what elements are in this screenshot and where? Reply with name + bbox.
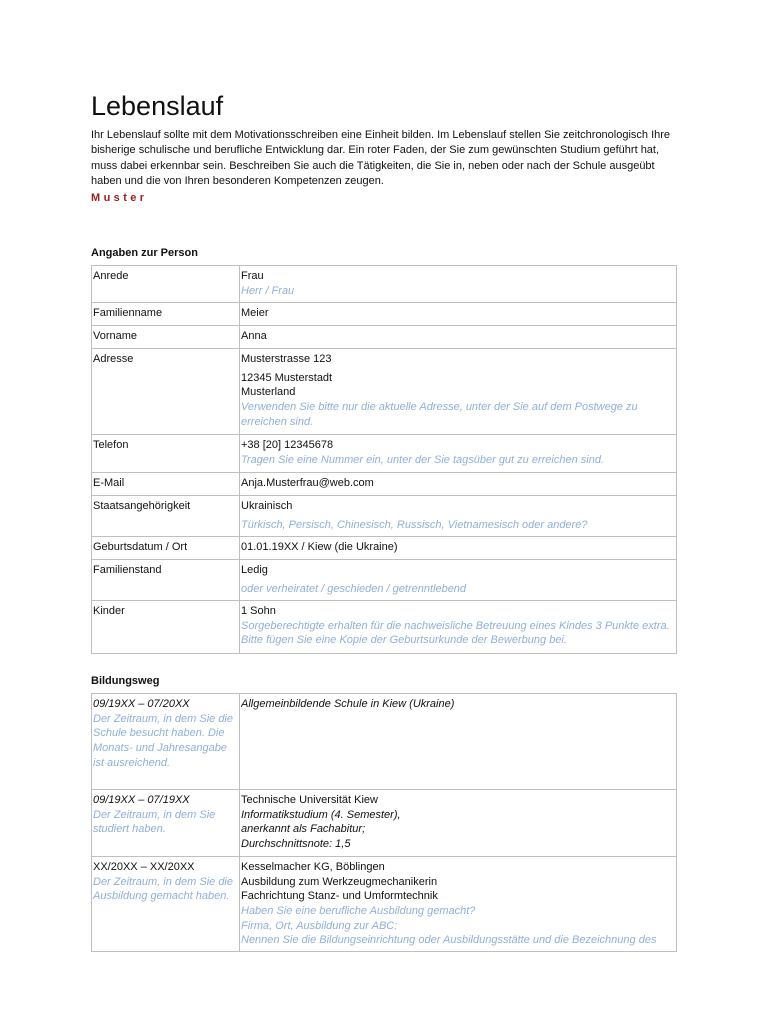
- detail-r3-hint2: Firma, Ort, Ausbildung zur ABC:: [241, 919, 398, 932]
- table-row: [92, 496, 677, 537]
- hint-staat: Türkisch, Persisch, Chinesisch, Russisch, Vietnamesisch oder andere?: [241, 518, 588, 531]
- label-kinder: Kinder: [92, 601, 240, 654]
- value-familienstand: Ledig: [241, 564, 268, 577]
- label-familienname: Familienname: [92, 303, 240, 326]
- value-cell: [240, 496, 677, 537]
- detail-r3-line2: Ausbildung zum Werkzeugmechanikerin: [241, 875, 438, 888]
- detail-r2-line3: anerkannt als Fachabitur;: [241, 823, 366, 836]
- value-cell: [240, 435, 677, 473]
- label-geburt: Geburtsdatum / Ort: [92, 537, 240, 560]
- table-row: [92, 537, 677, 560]
- muster-label: Muster: [91, 192, 148, 205]
- value-adresse-street: Musterstrasse 123: [241, 353, 332, 366]
- cv-document: [91, 88, 677, 952]
- period-hint-r3: Der Zeitraum, in dem Sie die Ausbildung gemacht haben.: [93, 875, 233, 903]
- period-cell: [92, 857, 240, 952]
- detail-r3-hint3: Nennen Sie die Bildungseinrichtung oder Ausbildungsstätte und die Bezeichnung des: [241, 934, 657, 947]
- detail-r3-line1: Kesselmacher KG, Böblingen: [241, 861, 385, 874]
- education-table: [91, 693, 677, 952]
- table-row: [92, 435, 677, 473]
- detail-cell: [240, 694, 677, 790]
- value-cell: [240, 601, 677, 654]
- personal-table: [91, 265, 677, 654]
- period-cell: [92, 790, 240, 857]
- hint-telefon: Tragen Sie eine Nummer ein, unter der Sie tagsüber gut zu erreichen sind.: [241, 453, 604, 466]
- section-heading-personal: Angaben zur Person: [91, 247, 198, 260]
- value-staat: Ukrainisch: [241, 500, 293, 513]
- period-r1: 09/19XX – 07/20XX: [93, 698, 190, 711]
- table-row: [92, 790, 677, 857]
- value-anrede: Frau: [241, 270, 264, 283]
- label-adresse: Adresse: [92, 349, 240, 435]
- detail-r1: Allgemeinbildende Schule in Kiew (Ukraine): [241, 698, 455, 711]
- value-adresse-city: 12345 Musterstadt: [241, 371, 333, 384]
- detail-cell: [240, 790, 677, 857]
- value-adresse-country: Musterland: [241, 386, 296, 399]
- table-row: [92, 694, 677, 790]
- label-anrede: Anrede: [92, 266, 240, 303]
- period-hint-r2: Der Zeitraum, in dem Sie studiert haben.: [93, 808, 216, 836]
- hint-adresse: Verwenden Sie bitte nur die aktuelle Adresse, unter der Sie auf dem Postwege zu erreichen sind.: [241, 400, 638, 428]
- label-telefon: Telefon: [92, 435, 240, 473]
- value-geburt: 01.01.19XX / Kiew (die Ukraine): [240, 537, 677, 560]
- value-telefon: +38 [20] 12345678: [241, 439, 334, 452]
- table-row: [92, 473, 677, 496]
- value-cell: [240, 560, 677, 601]
- period-hint-r1: Der Zeitraum, in dem Sie die Schule besucht haben. Die Monats- und Jahresangabe ist ausreichend.: [93, 712, 233, 769]
- period-r3: XX/20XX – XX/20XX: [93, 861, 195, 874]
- detail-r2-line2: Informatikstudium (4. Semester),: [241, 808, 401, 821]
- hint-anrede: Herr / Frau: [241, 284, 295, 297]
- value-familienname: Meier: [240, 303, 677, 326]
- table-row: [92, 303, 677, 326]
- value-email: Anja.Musterfrau@web.com: [240, 473, 677, 496]
- label-familienstand: Familienstand: [92, 560, 240, 601]
- hint-kinder: Sorgeberechtigte erhalten für die nachweisliche Betreuung eines Kindes 3 Punkte extra. Bitte fügen Sie eine Kopie der Geburtsurkunde der Bewerbung bei.: [241, 619, 670, 647]
- label-email: E-Mail: [92, 473, 240, 496]
- detail-r2-line1: Technische Universität Kiew: [241, 794, 378, 807]
- detail-r2-line4: Durchschnittsnote: 1,5: [241, 837, 351, 850]
- hint-familienstand: oder verheiratet / geschieden / getrenntlebend: [241, 582, 467, 595]
- table-row: [92, 560, 677, 601]
- table-row: [92, 266, 677, 303]
- table-row: [92, 326, 677, 349]
- value-cell: [240, 266, 677, 303]
- period-r2: 09/19XX – 07/19XX: [93, 794, 190, 807]
- detail-cell: [240, 857, 677, 952]
- table-row: [92, 857, 677, 952]
- page-title: Lebenslauf: [91, 91, 224, 121]
- table-row: [92, 601, 677, 654]
- value-vorname: Anna: [240, 326, 677, 349]
- label-staat: Staatsangehörigkeit: [92, 496, 240, 537]
- detail-r3-line3: Fachrichtung Stanz- und Umformtechnik: [241, 890, 438, 903]
- label-vorname: Vorname: [92, 326, 240, 349]
- value-cell: [240, 349, 677, 435]
- period-cell: [92, 694, 240, 790]
- table-row: [92, 349, 677, 435]
- detail-r3-hint1: Haben Sie eine berufliche Ausbildung gemacht?: [241, 904, 476, 917]
- intro-paragraph: Ihr Lebenslauf sollte mit dem Motivationsschreiben eine Einheit bilden. Im Lebenslauf stellen Sie zeitchronologisch Ihre bisherige schulische und berufliche Entwicklung dar. Ein roter Faden, der Sie zum gewünschten Studium geführt hat, muss dabei erkennbar sein. Beschreiben Sie auch die Tätigkeiten, die Sie in, neben oder nach der Schule ausgeübt haben und die von Ihren besonderen Kompetenzen zeugen.: [91, 129, 671, 187]
- value-kinder: 1 Sohn: [241, 605, 276, 618]
- section-heading-education: Bildungsweg: [91, 675, 160, 688]
